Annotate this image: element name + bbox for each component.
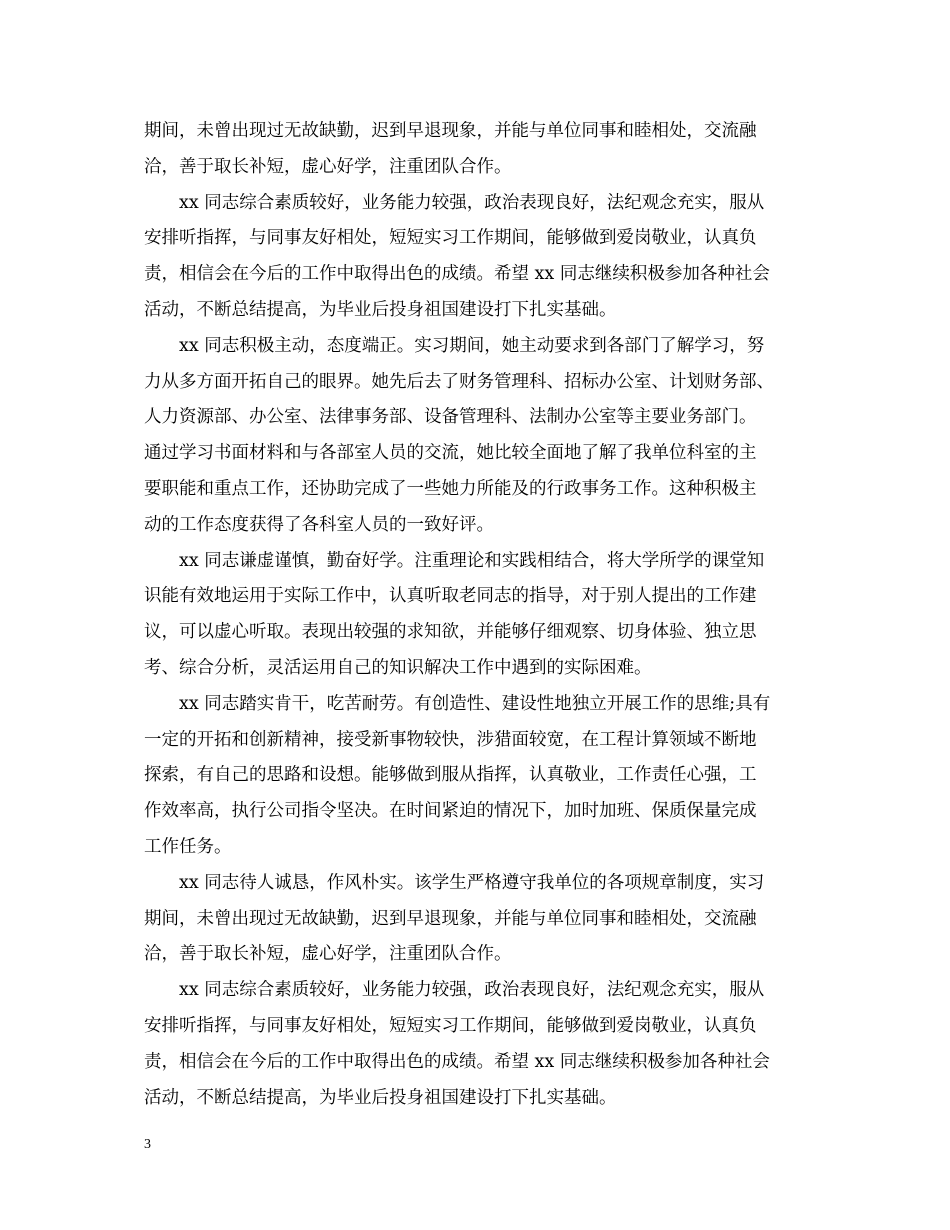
paragraph-first-line: xx 同志谦虚谨慎，勤奋好学。注重理论和实践相结合，将大学所学的课堂知 <box>179 550 765 571</box>
text-line: 通过学习书面材料和与各部室人员的交流，她比较全面地了解了我单位科室的主 <box>144 443 757 464</box>
text-line: 活动，不断总结提高，为毕业后投身祖国建设打下扎实基础。 <box>144 299 617 320</box>
text-line: 安排听指挥，与同事友好相处，短短实习工作期间，能够做到爱岗敬业，认真负 <box>144 1015 757 1036</box>
text-line: 洽，善于取长补短，虚心好学，注重团队合作。 <box>144 944 512 965</box>
text-line: 活动，不断总结提高，为毕业后投身祖国建设打下扎实基础。 <box>144 1087 617 1108</box>
text-line: 期间，未曾出现过无故缺勤，迟到早退现象，并能与单位同事和睦相处，交流融 <box>144 121 757 141</box>
text-line: 工作任务。 <box>144 836 232 857</box>
text-line: 期间，未曾出现过无故缺勤，迟到早退现象，并能与单位同事和睦相处，交流融 <box>144 908 757 929</box>
text-line: 议，可以虚心听取。表现出较强的求知欲，并能够仔细观察、切身体验、独立思 <box>144 622 757 643</box>
paragraph-first-line: xx 同志待人诚恳，作风朴实。该学生严格遵守我单位的各项规章制度，实习 <box>179 872 765 893</box>
text-line: 责，相信会在今后的工作中取得出色的成绩。希望 xx 同志继续积极参加各种社会 <box>144 264 770 285</box>
text-line: 动的工作态度获得了各科室人员的一致好评。 <box>144 514 494 535</box>
text-line: 要职能和重点工作，还协助完成了一些她力所能及的行政事务工作。这种积极主 <box>144 478 757 499</box>
text-line: 人力资源部、办公室、法律事务部、设备管理科、法制办公室等主要业务部门。 <box>144 407 757 428</box>
paragraph-first-line: xx 同志积极主动，态度端正。实习期间，她主动要求到各部门了解学习，努 <box>179 335 765 356</box>
text-line: 安排听指挥，与同事友好相处，短短实习工作期间，能够做到爱岗敬业，认真负 <box>144 228 757 249</box>
text-line: 考、综合分析，灵活运用自己的知识解决工作中遇到的实际困难。 <box>144 657 652 678</box>
text-line: 洽，善于取长补短，虚心好学，注重团队合作。 <box>144 156 512 177</box>
body-text <box>144 114 824 1116</box>
text-line: 作效率高，执行公司指令坚决。在时间紧迫的情况下，加时加班、保质保量完成 <box>144 801 757 822</box>
page-number: 3 <box>144 1137 151 1152</box>
paragraph-first-line: xx 同志踏实肯干，吃苦耐劳。有创造性、建设性地独立开展工作的思维;具有 <box>179 693 771 714</box>
paragraph-first-line: xx 同志综合素质较好，业务能力较强，政治表现良好，法纪观念充实，服从 <box>179 980 765 1001</box>
text-line: 责，相信会在今后的工作中取得出色的成绩。希望 xx 同志继续积极参加各种社会 <box>144 1051 770 1072</box>
paragraph-first-line: xx 同志综合素质较好，业务能力较强，政治表现良好，法纪观念充实，服从 <box>179 192 765 213</box>
text-line: 识能有效地运用于实际工作中，认真听取老同志的指导，对于别人提出的工作建 <box>144 586 757 607</box>
text-line: 一定的开拓和创新精神，接受新事物较快，涉猎面较宽，在工程计算领域不断地 <box>144 729 757 750</box>
text-line: 力从多方面开拓自己的眼界。她先后去了财务管理科、招标办公室、计划财务部、 <box>144 371 774 392</box>
text-line: 探索，有自己的思路和设想。能够做到服从指挥，认真敬业，工作责任心强，工 <box>144 765 757 786</box>
